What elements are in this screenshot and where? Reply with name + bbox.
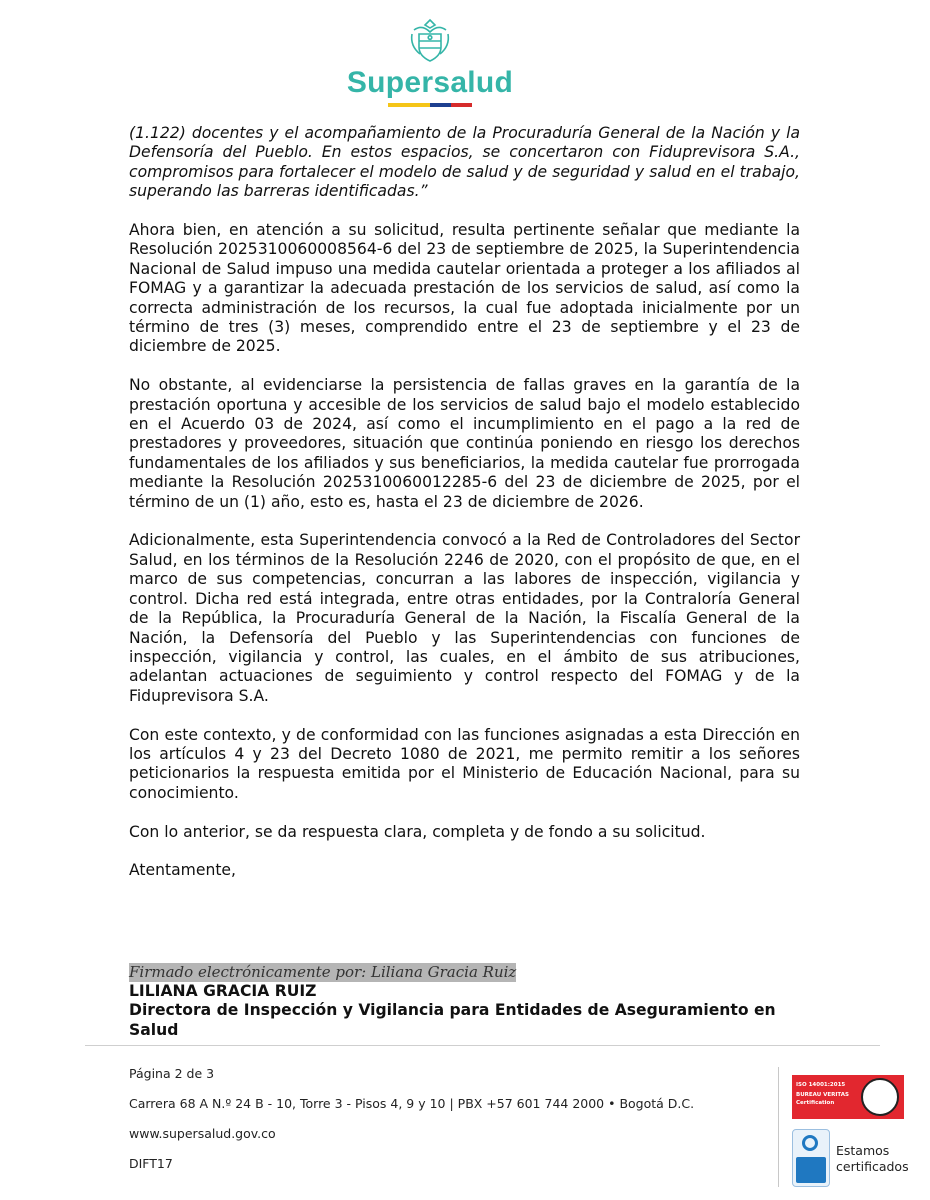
- body-paragraph: Adicionalmente, esta Superintendencia convocó a la Red de Controladores del Sector Salud, en los términos de la Resolución 2246 de 2020, con el propósito de que, en el marco de sus competencias, concurran a las labores de inspección, vigilancia y control. Dicha red está integrada, entre otras entidades, por la Contraloría General de la República, la Procuraduría General de la Nación, la Fiscalía General de la Nación, la Defensoría del Pueblo y las Superintendencias con funciones de inspección, vigilancia y control, las cuales, en el ámbito de sus atribuciones, adelantan actuaciones de seguimiento y control respecto del FOMAG y de la Fiduprevisora S.A.: [129, 531, 800, 705]
- bv-certification: Certification: [796, 1100, 835, 1106]
- letter-body: [129, 124, 800, 900]
- logo-text: Supersalud: [346, 66, 514, 99]
- bureau-veritas-badge: [792, 1075, 904, 1119]
- signer-title: Directora de Inspección y Vigilancia para Entidades de Aseguramiento en Salud: [129, 1001, 776, 1039]
- icontec-band: [796, 1157, 826, 1183]
- flag-yellow: [388, 103, 430, 107]
- body-paragraph: No obstante, al evidenciarse la persistencia de fallas graves en la garantía de la prestación oportuna y accesible de los servicios de salud bajo el modelo establecido en el Acuerdo 03 de 2024, así como el incumplimiento en el pago a la red de prestadores y proveedores, situación que continúa poniendo en riesgo los derechos fundamentales de los afiliados y sus beneficiarios, la medida cautelar fue prorrogada mediante la Resolución 2025310060012285-6 del 23 de diciembre de 2025, por el término de un (1) año, esto es, hasta el 23 de diciembre de 2026.: [129, 376, 800, 511]
- quoted-paragraph: (1.122) docentes y el acompañamiento de la Procuraduría General de la Nación y la Defensoría del Pueblo. En estos espacios, se concertaron con Fiduprevisora S.A., compromisos para fortalecer el modelo de salud y de seguridad y salud en el trabajo, superando las barreras identificadas.”: [129, 124, 800, 201]
- closing-salutation: Atentamente,: [129, 861, 236, 880]
- flag-red: [451, 103, 472, 107]
- flag-blue: [430, 103, 451, 107]
- website-link[interactable]: www.supersalud.gov.co: [129, 1126, 276, 1141]
- page-number: Página 2 de 3: [129, 1066, 215, 1081]
- body-paragraph: Con este contexto, y de conformidad con las funciones asignadas a esta Dirección en los artículos 4 y 23 del Decreto 1080 de 2021, me permito remitir a los señores peticionarios la respuesta emitida por el Ministerio de Educación Nacional, para su conocimiento.: [129, 725, 800, 802]
- certified-label: [836, 1143, 909, 1175]
- certified-line-1: Estamos: [836, 1143, 890, 1158]
- bureau-veritas-seal-icon: [861, 1078, 899, 1116]
- certifications: [778, 1067, 918, 1192]
- certified-line-2: certificados: [836, 1159, 909, 1174]
- signer-name: LILIANA GRACIA RUIZ: [129, 982, 317, 1000]
- address: Carrera 68 A N.º 24 B - 10, Torre 3 - Pisos 4, 9 y 10 | PBX +57 601 744 2000 • Bogotá D.C.: [129, 1096, 695, 1111]
- signature-block: [129, 962, 809, 1040]
- bv-name: BUREAU VERITAS: [796, 1092, 849, 1098]
- cert-divider: [778, 1067, 779, 1187]
- document-code: DIFT17: [129, 1156, 173, 1171]
- supersalud-logo: [330, 16, 530, 116]
- bv-iso: ISO 14001:2015: [796, 1082, 846, 1088]
- electronic-signature: Firmado electrónicamente por: Liliana Gracia Ruiz: [129, 963, 517, 981]
- body-paragraph: Con lo anterior, se da respuesta clara, completa y de fondo a su solicitud.: [129, 822, 706, 841]
- coat-of-arms-icon: [408, 16, 452, 64]
- icontec-logo-icon: [802, 1135, 818, 1151]
- body-paragraph: Ahora bien, en atención a su solicitud, resulta pertinente señalar que mediante la Resolución 2025310060008564-6 del 23 de septiembre de 2025, la Superintendencia Nacional de Salud impuso una medida cautelar orientada a proteger a los afiliados al FOMAG y a garantizar la adecuada prestación de los servicios de salud, así como la correcta administración de los recursos, la cual fue adoptada inicialmente por un término de tres (3) meses, comprendido entre el 23 de septiembre y el 23 de diciembre de 2025.: [129, 221, 800, 356]
- colombia-flag-stripe: [388, 103, 472, 107]
- icontec-badge: [792, 1129, 830, 1187]
- page-footer: [129, 1066, 769, 1186]
- footer-divider: [85, 1045, 880, 1046]
